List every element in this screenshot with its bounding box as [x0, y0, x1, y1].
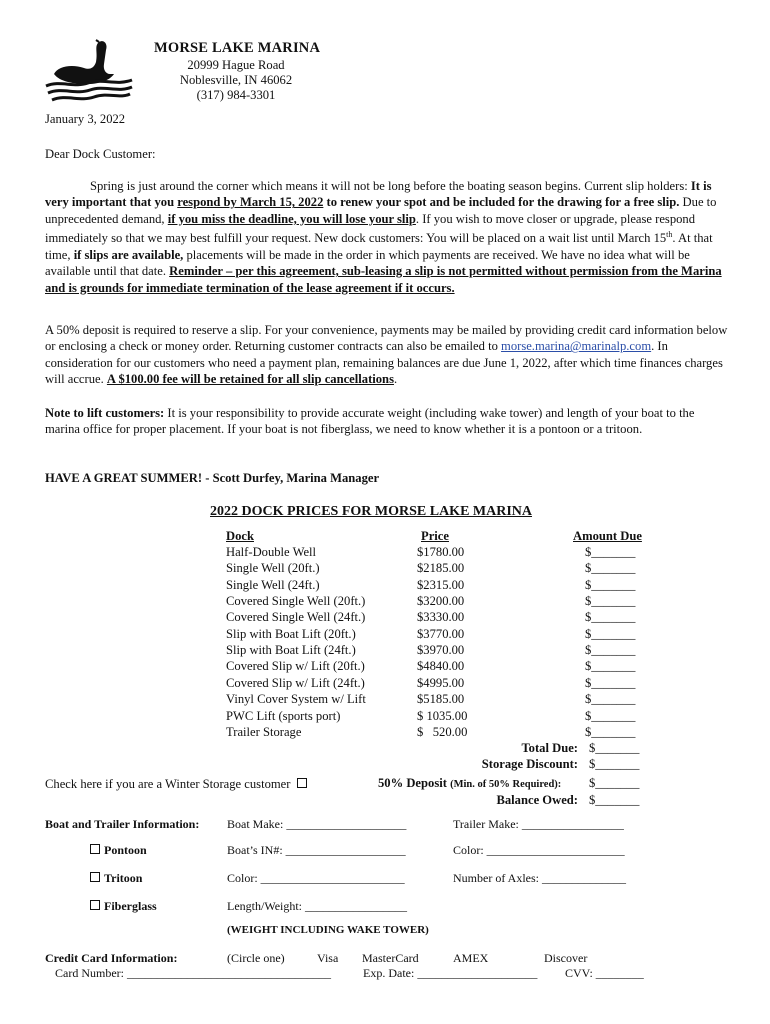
- amount-due-field[interactable]: $_______: [585, 643, 636, 658]
- salutation: Dear Dock Customer:: [45, 147, 156, 161]
- dock-type: Half-Double Well: [226, 545, 317, 559]
- header-amount: Amount Due: [573, 529, 642, 543]
- amount-due-field[interactable]: $_______: [585, 626, 636, 641]
- cvv-field[interactable]: CVV: ________: [565, 966, 644, 980]
- winter-storage-label: Check here if you are a Winter Storage customer: [45, 777, 291, 791]
- trailer-make-field[interactable]: Trailer Make: _________________: [453, 817, 624, 831]
- paragraph-renewal: Spring is just around the corner which means it will not be long before the boating season begins. Current slip holders: It is very important that you respond by March 15, 2022 to renew your spot and be included for the drawing for a free slip. Due to unprecedented demand, if you miss the deadline, you will lose your slip. If you wish to move closer or upgrade, please respond immediately so that we may best fulfill your request. New dock customers: You will be placed on a wait list until March 15th. At that time, if slips are available, placements will be made in the order in which payments are received. We have no idea what will be available until that date. Reminder – per this agreement, sub-leasing a slip is not permitted without permission from the Marina and is grounds for immediate termination of the lease agreement if it occurs.: [45, 179, 722, 295]
- balance-owed-value[interactable]: $_______: [589, 793, 640, 807]
- dock-type: Slip with Boat Lift (20ft.): [226, 626, 356, 641]
- amount-due-field[interactable]: $_______: [585, 545, 636, 559]
- email-link[interactable]: morse.marina@marinalp.com: [501, 339, 652, 354]
- org-name: MORSE LAKE MARINA: [154, 40, 321, 56]
- phone: (317) 984-3301: [196, 88, 276, 102]
- amount-due-field[interactable]: $_______: [585, 692, 636, 707]
- dock-type: Single Well (20ft.): [226, 561, 320, 576]
- option-fiberglass[interactable]: Fiberglass: [90, 898, 157, 914]
- dock-price: $3200.00: [417, 594, 465, 609]
- card-number-field[interactable]: Card Number: __________________________________: [55, 966, 331, 980]
- deposit-note: (Min. of 50% Required):: [450, 779, 562, 790]
- dock-price: $3330.00: [417, 610, 465, 625]
- axles-field[interactable]: Number of Axles: ______________: [453, 871, 626, 885]
- dock-type: Vinyl Cover System w/ Lift: [226, 692, 366, 707]
- length-weight-field[interactable]: Length/Weight: _________________: [227, 899, 408, 913]
- amount-due-field[interactable]: $_______: [585, 561, 636, 576]
- amount-due-field[interactable]: $_______: [585, 724, 636, 739]
- amount-due-field[interactable]: $_______: [585, 675, 636, 690]
- total-due-value[interactable]: $_______: [589, 741, 640, 755]
- deposit-label: 50% Deposit: [378, 776, 447, 790]
- dock-type: PWC Lift (sports port): [226, 708, 341, 723]
- dock-price: $ 1035.00: [417, 708, 468, 723]
- total-due-label: Total Due:: [521, 741, 578, 755]
- amount-due-field[interactable]: $_______: [585, 610, 636, 625]
- dock-type: Single Well (24ft.): [226, 577, 320, 592]
- option-tritoon[interactable]: Tritoon: [90, 870, 142, 886]
- deposit-label-row: [378, 776, 561, 791]
- card-visa[interactable]: Visa: [317, 951, 339, 965]
- swan-logo: [44, 36, 134, 106]
- dock-price: $2315.00: [417, 577, 465, 592]
- dock-price: $2185.00: [417, 561, 465, 576]
- dock-price: $4995.00: [417, 675, 465, 690]
- header-price: Price: [421, 529, 449, 543]
- price-table-title: 2022 DOCK PRICES FOR MORSE LAKE MARINA: [210, 504, 533, 519]
- exp-date-field[interactable]: Exp. Date: ____________________: [363, 966, 538, 980]
- dock-type: Trailer Storage: [226, 724, 302, 739]
- credit-heading: Credit Card Information:: [45, 951, 178, 965]
- winter-storage-checkbox[interactable]: [297, 778, 307, 788]
- dock-price: $5185.00: [417, 692, 465, 707]
- paragraph-deposit: A 50% deposit is required to reserve a slip. For your convenience, payments may be mailed by providing credit card information below or enclosing a check or money order. Returning customer contracts can also be emailed to morse.marina@marinalp.com. In consideration for our customers who need a payment plan, remaining balances are due June 1, 2022, after which time finances charges will accrue. A $100.00 fee will be retained for all slip cancellations.: [45, 323, 728, 387]
- weight-note: (WEIGHT INCLUDING WAKE TOWER): [227, 924, 429, 936]
- amount-due-field[interactable]: $_______: [585, 594, 636, 609]
- boat-in-field[interactable]: Boat’s IN#: ____________________: [227, 843, 406, 857]
- address-line-1: 20999 Hague Road: [187, 58, 285, 72]
- dock-price: $3770.00: [417, 626, 465, 641]
- amount-due-field[interactable]: $_______: [585, 659, 636, 674]
- storage-discount-value[interactable]: $_______: [589, 757, 640, 771]
- dock-type: Covered Single Well (20ft.): [226, 594, 366, 609]
- letter-date: January 3, 2022: [45, 112, 126, 126]
- dock-type: Covered Slip w/ Lift (24ft.): [226, 675, 365, 690]
- circle-one: (Circle one): [227, 951, 285, 965]
- address-line-2: Noblesville, IN 46062: [179, 73, 293, 87]
- fiberglass-checkbox[interactable]: [90, 900, 100, 910]
- tritoon-checkbox[interactable]: [90, 872, 100, 882]
- dock-price: $ 520.00: [417, 724, 468, 739]
- trailer-color-field[interactable]: Color: _______________________: [453, 843, 625, 857]
- dock-type: Covered Single Well (24ft.): [226, 610, 366, 625]
- option-pontoon[interactable]: Pontoon: [90, 842, 147, 858]
- card-amex[interactable]: AMEX: [453, 951, 489, 965]
- dock-price: $3970.00: [417, 643, 465, 658]
- boat-info-heading: Boat and Trailer Information:: [45, 817, 200, 831]
- card-mastercard[interactable]: MasterCard: [362, 951, 419, 965]
- paragraph-lift-note: Note to lift customers: It is your responsibility to provide accurate weight (including wake tower) and length of your boat to the marina office for proper placement. If your boat is not fiberglass, we need to know whether it is a pontoon or a tritoon.: [45, 406, 695, 437]
- dock-price: $4840.00: [417, 659, 465, 674]
- card-discover[interactable]: Discover: [544, 951, 588, 965]
- deposit-value[interactable]: $_______: [589, 776, 640, 790]
- dock-type: Slip with Boat Lift (24ft.): [226, 643, 356, 658]
- boat-color-field[interactable]: Color: ________________________: [227, 871, 405, 885]
- dock-type: Covered Slip w/ Lift (20ft.): [226, 659, 365, 674]
- storage-discount-label: Storage Discount:: [481, 757, 578, 771]
- amount-due-field[interactable]: $_______: [585, 708, 636, 723]
- dock-price: $1780.00: [417, 545, 465, 559]
- balance-owed-label: Balance Owed:: [496, 793, 578, 807]
- boat-make-field[interactable]: Boat Make: ____________________: [227, 817, 407, 831]
- winter-storage-row: [45, 776, 311, 792]
- header-dock: Dock: [226, 529, 254, 543]
- signoff: HAVE A GREAT SUMMER! - Scott Durfey, Marina Manager: [45, 471, 380, 485]
- pontoon-checkbox[interactable]: [90, 844, 100, 854]
- amount-due-field[interactable]: $_______: [585, 577, 636, 592]
